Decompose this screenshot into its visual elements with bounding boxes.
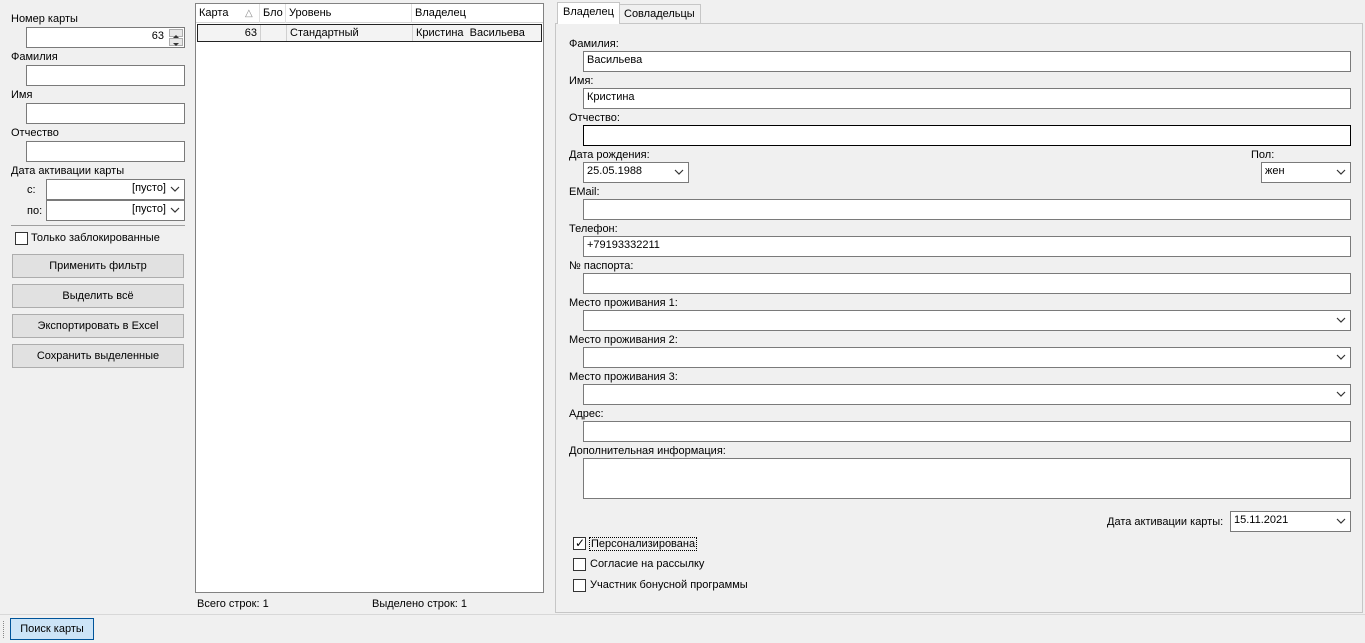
- cards-grid[interactable]: [195, 3, 544, 593]
- gender-label: Пол:: [1251, 149, 1275, 161]
- email-label: EMail:: [569, 186, 600, 198]
- surname-label: Фамилия:: [569, 38, 619, 50]
- passport-label: № паспорта:: [569, 260, 634, 272]
- bonus-program-label[interactable]: Участник бонусной программы: [590, 579, 748, 591]
- activation-filter-label: Дата активации карты: [11, 165, 125, 177]
- activation-date-label: Дата активации карты:: [1107, 516, 1224, 528]
- address-label: Адрес:: [569, 408, 604, 420]
- total-rows-status: Всего строк: 1: [197, 598, 269, 610]
- search-card-button[interactable]: Поиск карты: [10, 618, 94, 640]
- residence1-label: Место проживания 1:: [569, 297, 678, 309]
- sort-ascending-icon: △: [245, 8, 253, 19]
- grip-handle: [3, 621, 5, 638]
- cell-card: 63: [198, 25, 261, 41]
- residence3-select[interactable]: [583, 384, 1351, 405]
- name-field[interactable]: Кристина: [583, 88, 1351, 109]
- tab-owner[interactable]: Владелец: [557, 2, 620, 24]
- address-field[interactable]: [583, 421, 1351, 442]
- column-header-owner[interactable]: Владелец: [415, 7, 466, 19]
- patronymic-filter-label: Отчество: [11, 127, 59, 139]
- cell-owner: Кристина Васильева: [416, 27, 525, 39]
- selected-rows-status: Выделено строк: 1: [372, 598, 468, 610]
- email-field[interactable]: [583, 199, 1351, 220]
- blocked-only-checkbox[interactable]: [15, 232, 28, 245]
- save-selected-button[interactable]: Сохранить выделенные: [12, 344, 184, 368]
- cell-blocked: [261, 25, 287, 41]
- phone-label: Телефон:: [569, 223, 618, 235]
- card-number-input[interactable]: [26, 27, 185, 48]
- activation-date-value: 15.11.2021: [1234, 514, 1289, 526]
- gender-value: жен: [1265, 165, 1285, 177]
- tab-co-owners[interactable]: Совладельцы: [618, 4, 701, 24]
- chevron-down-icon[interactable]: [1335, 314, 1347, 326]
- chevron-down-icon[interactable]: [169, 183, 181, 195]
- filter-divider: [11, 225, 185, 226]
- date-from-picker[interactable]: [46, 179, 185, 200]
- phone-field[interactable]: +79193332211: [583, 236, 1351, 257]
- mailing-consent-label[interactable]: Согласие на рассылку: [590, 558, 705, 570]
- column-header-blocked[interactable]: Бло: [260, 4, 286, 23]
- residence2-select[interactable]: [583, 347, 1351, 368]
- name-filter-input[interactable]: [26, 103, 185, 124]
- apply-filter-button[interactable]: Применить фильтр: [12, 254, 184, 278]
- owner-tab-panel: [555, 23, 1363, 613]
- patronymic-field[interactable]: [583, 125, 1351, 146]
- chevron-down-icon[interactable]: [1335, 351, 1347, 363]
- date-from-value: [пусто]: [132, 182, 166, 194]
- column-header-card[interactable]: [196, 4, 260, 23]
- patronymic-label: Отчество:: [569, 112, 620, 124]
- date-to-label: по:: [27, 205, 43, 217]
- name-label: Имя:: [569, 75, 594, 87]
- birthdate-label: Дата рождения:: [569, 149, 650, 161]
- residence1-select[interactable]: [583, 310, 1351, 331]
- column-header-level[interactable]: Уровень: [286, 4, 412, 23]
- residence3-label: Место проживания 3:: [569, 371, 678, 383]
- residence2-label: Место проживания 2:: [569, 334, 678, 346]
- birthdate-value: 25.05.1988: [587, 165, 643, 177]
- cell-level: Стандартный: [287, 25, 413, 41]
- extra-info-label: Дополнительная информация:: [569, 445, 726, 457]
- spin-up-icon[interactable]: [169, 29, 183, 37]
- chevron-down-icon[interactable]: [1335, 388, 1347, 400]
- card-number-label: Номер карты: [11, 13, 78, 25]
- export-excel-button[interactable]: Экспортировать в Excel: [12, 314, 184, 338]
- passport-field[interactable]: [583, 273, 1351, 294]
- card-number-value: 63: [151, 30, 164, 42]
- personalized-label[interactable]: Персонализирована: [591, 538, 696, 550]
- birthdate-picker[interactable]: [583, 162, 689, 183]
- patronymic-filter-input[interactable]: [26, 141, 185, 162]
- mailing-consent-checkbox[interactable]: [573, 558, 586, 571]
- card-number-spinner[interactable]: [169, 29, 183, 46]
- date-to-picker[interactable]: [46, 200, 185, 221]
- surname-filter-label: Фамилия: [11, 51, 58, 63]
- surname-field[interactable]: Васильева: [583, 51, 1351, 72]
- table-row[interactable]: [197, 24, 542, 42]
- date-to-value: [пусто]: [132, 203, 166, 215]
- bonus-program-checkbox[interactable]: [573, 579, 586, 592]
- name-filter-label: Имя: [11, 89, 33, 101]
- spin-down-icon[interactable]: [169, 38, 183, 46]
- column-header-card-label: Карта: [199, 7, 229, 19]
- chevron-down-icon[interactable]: [673, 166, 685, 178]
- grid-header: [196, 4, 543, 23]
- extra-info-textarea[interactable]: [583, 458, 1351, 499]
- personalized-checkbox[interactable]: [573, 537, 586, 550]
- surname-filter-input[interactable]: [26, 65, 185, 86]
- activation-date-picker[interactable]: [1230, 511, 1351, 532]
- window-taskbar: [0, 614, 1365, 643]
- date-from-label: с:: [27, 184, 36, 196]
- select-all-button[interactable]: Выделить всё: [12, 284, 184, 308]
- chevron-down-icon[interactable]: [1335, 515, 1347, 527]
- chevron-down-icon[interactable]: [1335, 166, 1347, 178]
- chevron-down-icon[interactable]: [169, 204, 181, 216]
- gender-select[interactable]: [1261, 162, 1351, 183]
- blocked-only-label[interactable]: Только заблокированные: [31, 232, 160, 244]
- splitter[interactable]: [547, 0, 552, 612]
